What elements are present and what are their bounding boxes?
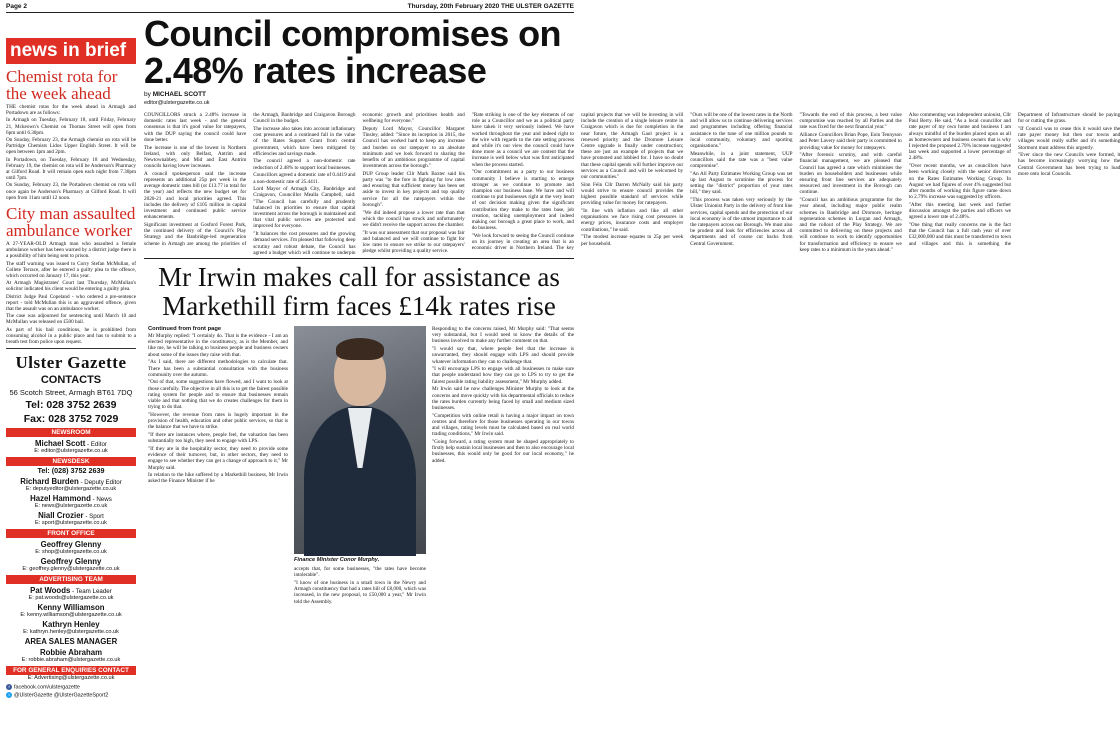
contact-section-title: FOR GENERAL ENQUIRIES CONTACT [6,666,136,675]
brief-headline: City man assaulted ambulance worker [6,204,136,241]
byline-email[interactable]: editor@ulstergazette.co.uk [144,99,210,106]
brief-paragraph: The staff warning was issued to Corry Stefan McMullan, of Collete Terrace, after he entered a guilty plea to the offence, which occurred on January 17, this year. [6,260,136,280]
contact-role: - News [90,496,112,504]
page-number: Page 2 [6,3,27,10]
lead-paragraph: "If Council was to cease this it would save the rate payer money but then our towns and villages would really suffer and it's something Stormont must address this urgently. [1018,125,1120,151]
contact-role: - Deputy Editor [78,479,122,487]
photo-hair-shape [336,338,384,360]
lead-paragraph: The increase is one of the lowest in Northern Ireland, with only Belfast, Antrim and Newtownabbey, and Mid and East Antrim councils having lower increases. [144,144,247,170]
contact-name [6,603,136,612]
contact-name-text: Robbie Abraham [39,648,103,658]
contact-name-text: AREA SALES MANAGER [24,637,118,647]
lead-paragraph: Meanwhile, in a joint statement, UUP councillors said the rate was a "best value compromise". [690,150,793,170]
brief-paragraph: In Portadown, on Tuesday, February 18 and Wednesday, February 19, the chemist on rota will be Anderson's Pharmacy at Gilford Road. It will remain open each night from 7.30pm until 7pm. [6,156,136,182]
brief-paragraph: At Armagh Magistrates' Court last Thursday, McMullan's solicitor indicated his client would be entering a guilty plea. [6,280,136,293]
lead-paragraph: "Our commitment as a party to our business community I believe is starting to emerge stronger as we continue to promote and champion our business base. We have and will continue to put businesses right at the very heart of our decision making given the significant contribution they make to the rates base, job creation, tackling unemployment and indeed making our borough a great place to work, and do business. [471,169,574,232]
byline-prefix: by [144,91,151,98]
masthead [6,353,136,425]
contact-email[interactable]: E: deputyeditor@ulstergazette.co.uk [25,486,117,493]
contact-name-text: Hazel Hammond [30,494,91,504]
paper-fax: Fax: 028 3752 7029 [23,413,119,426]
second-paragraph: "However, the revenue from rates is hugely important in the provision of health, education and other public services, so that is the balance that we have to strike. [148,411,288,431]
finance-minister-photo [294,326,426,554]
brief-paragraph: On Sunday, February 23, the Armagh chemist on rota will be Partridge Chemists Lidos Upper English Street. It will be open between 1pm and 2pm. [6,137,136,156]
lead-paragraph: "After this meeting last week and further discussion amongst the parties and officers we agreed a lower rate of 2.48%. [908,201,1011,221]
second-paragraph: Mr Murphy replied: "I certainly do. That is the evidence - I am an elected representative in the constituency, as is the Member, and like me, he will be talking to business people and business owners about some of the issues they raise with that. [148,333,288,358]
issue-date: Thursday, 20th February 2020 THE ULSTER GAZETTE [407,3,574,10]
second-paragraph: "If they are in the hospitality sector, they need to provide some evidence of their turnover, but, in other sectors, they need to engage to see whether they can get a change of approach to it," Mr Murphy said. [148,445,288,471]
second-paragraph: "Competition with online retail is having a major impact on town centres and therefore for those businesses operating in our towns and villages, rating levels must be calculated based on real world trading conditions," Mr Irwin said. [432,412,574,438]
second-story-col-b [294,566,426,733]
lead-paragraph: Sinn Féin Cllr Darren McNally said his party would strive to ensure council provides the highest possible standard of services while providing value for money for ratepayers. [581,181,684,207]
contact-name [6,637,136,646]
contacts-heading: CONTACTS [40,374,102,387]
contact-email[interactable]: E: Advertising@ulstergazette.co.uk [27,675,115,682]
brief-headline: Chemist rota for the week ahead [6,67,118,103]
lead-paragraph: The council agreed a non-domestic rate reduction of 2.48% to support local businesses. [253,158,356,171]
continued-label: Continued from front page [148,326,222,332]
lead-paragraph: "We look forward to seeing the Council continue on its journey in creating an area that is an economic driver in Northern Ireland. The key capital projects that we will be investing in will include the creation of a single leisure centre in Craigavon which is due for completion in the near future, the Armagh Gaol project is a renewed priority and the Dromore Leisure Centre upgrade is finally under construction; these are just an example of projects that we have promoted and lobbied for. I have no doubt that these capital spends will further improve our services as a Council and will be welcomed by our communities." [471,112,684,252]
brief-paragraph: THE chemist rotas for the week ahead in Armagh and Portadown are as follows: [6,104,136,117]
byline [144,91,236,107]
second-story-col-a [148,333,288,733]
contact-section-title: NEWSDESK [6,457,136,466]
lead-paragraph: "Rate striking is one of the key elements of our role as a Councillor and we as a political party have taken it very seriously indeed. We have worked throughout the year and indeed right to the wire with regards to the rate setting process and while it's our view the council could have done more as a council we are content that the increase is well below what was first anticipated when the process started. [471,112,574,168]
contact-name [6,648,136,657]
contact-name-text: Geoffrey Glenny [40,540,102,550]
divider [6,348,136,349]
brief-paragraph: District Judge Paul Copeland - who ordered a pre-sentence report - told McMullan this is an aggravated offence, given that the assault was on an ambulance worker. [6,293,136,313]
contact-name-text: Kenny Williamson [37,603,105,613]
news-in-brief-banner: news in brief [6,38,136,64]
lead-paragraph: "It was our assessment that our proposal was fair and balanced and we will continue to fight for low rates to ensure we strike to our ratepayers' pledge whilst providing a quality service. [362,229,465,255]
social-links [6,684,136,698]
second-paragraph: accepts that, for some businesses, "the rates have become intolerable". [294,566,426,579]
facebook-icon: f [6,684,12,690]
contact-name-text: Kathryn Henley [42,620,100,630]
lead-paragraph: "In line with inflation and like all other organisations we face rising cost pressures in energy prices, insurance costs and employer contributions," he said. [581,208,684,233]
contact-name-text: Michael Scott [35,439,86,449]
contact-email[interactable]: E: shop@ulstergazette.co.uk [35,549,107,556]
contact-role: - Team Leader [70,588,112,596]
twitter-link[interactable]: t @UlsterGazette @UlsterGazetteSport2 [6,692,136,698]
lead-paragraph: "Towards the end of this process, a best value compromise was reached by all Parties and the rate was fixed for the next financial year." [799,112,902,131]
second-story-col-c [432,326,574,733]
contact-email[interactable]: E: geoffrey.glenny@ulstergazette.co.uk [22,566,120,573]
contact-name-text: Niall Crozier [38,511,84,521]
lead-paragraph: "This process was taken very seriously by the Ulster Unionist Party in the delivery of front line services, capital spends and the protection of our local economy is of the utmost importance to all the ratepayers across our Borough. We must also be prudent and look for efficiencies across all departments and of course cut backs from Central Government. [690,197,793,247]
contact-name [6,620,136,629]
lead-paragraph: Deputy Lord Mayor, Councillor Margaret Tinsley, added: "Since its inception in 2015, the Council has worked hard to keep any increase and burden on our ratepayer to an absolute minimum and we look forward to sharing the benefits of an ambitious programme of capital investments across the borough." [362,125,465,170]
paper-logo: Ulster Gazette [15,353,127,373]
lead-paragraph: COUNCILLORS struck a 2.48% increase in domestic rates last week - and the general consensus is that it's good value for ratepayers, with the DUP saying the council could have done better. [144,112,247,143]
contact-name [6,511,136,520]
lead-paragraph: "The modest increase equates to 25p per week per household. [581,234,684,247]
contact-name [6,557,136,566]
lead-paragraph: "One thing that really concerns me is the fact that the Council has a full cash year of over £32,000,000 and this must be transferred to town and villages and this is something the Department of Infrastructure should be paying for or cutting the grass. [908,112,1120,247]
byline-name: MICHAEL SCOTT [152,91,207,98]
lead-paragraph: "We did indeed propose a lower rate than that which the council has struck and unfortunately we didn't receive the support across the chamber. [362,209,465,228]
contact-name [6,586,136,595]
contact-role: - Editor [85,441,107,449]
second-paragraph: Responding to the concerns raised, Mr Murphy said: "That seems very substantial, but I would need to know the details of the business involved to make any further comment on that. [432,326,574,345]
contact-name [6,540,136,549]
contact-email[interactable]: E: robbie.abraham@ulstergazette.co.uk [21,657,121,664]
second-paragraph: "Out of that, some suggestions have flowed, and I want to look at those carefully. The objective in all this is to get the fairest possible rating system for people and to ensure that businesses remain viable and that nothing that we do creates challenges for them in trying to do that. [148,379,288,411]
photo-caption: Finance Minister Conor Murphy. [294,557,380,563]
second-paragraph: "I know of one business in a small town in the Newry and Armagh constituency that had a rates bill of £8,000, which was increased, in the new proposal, to £50,000 a year," Mr Irwin told the Assembly. [294,579,426,605]
second-paragraph: "I would say that, where people feel that the increase is unwarranted, they should engage with LPS and should provide whatever information they can to challenge that. [432,346,574,365]
second-paragraph: "Going forward, a rating system must be shaped appropriately to firstly help sustain local businesses and then to also encourage local businesses, this would only be good for our local economy," he added. [432,438,574,464]
lead-paragraph: "Ever since the new Councils were formed, it has become increasingly worrying how the Central Government has been trying to load more onto local Councils. [1018,152,1120,177]
brief-paragraph: On Sunday, February 23, the Portadown chemist on rota will once again be Anderson's Pharmacy at Gilford Road. It will open from 11am until 12 noon. [6,182,136,201]
contact-email[interactable]: E: news@ulstergazette.co.uk [34,503,108,510]
facebook-link[interactable]: f facebook.com/ulstergazette [6,684,136,690]
lead-paragraph: "Council has an ambitious programme for the year ahead, including major public realm schemes in Banbridge and Dromore, heritage regeneration schemes in Lurgan and Armagh, and the rollout of the Play Strategy. We are committed to delivering on these projects and will continue to work to identify opportunities for transformation and efficiency to ensure we keep rates to a minimum in the years ahead." [799,197,902,253]
lead-paragraph: A council spokesperson said the increase represents an additional 25p per week in the average domestic rates bill (or £13.77 in total for the year) and reflects the new budget set for 2020-21 and local priorities agreed. This includes the delivery of £105 million in capital investment and continued public service enhancements. [144,170,247,221]
contact-name-text: Geoffrey Glenny [40,557,102,567]
lead-paragraph: Lord Mayor of Armagh City, Banbridge and Craigavon, Councillor Mealla Campbell, said: "The Council has carefully and prudently balanced its priorities to ensure that capital investment across the borough is maintained and that vital public services are protected and improved for everyone. [253,186,356,230]
lead-paragraph: Councillors agreed a domestic rate of 0.4419 and a non-domestic rate of 25.4411. [253,172,356,185]
contact-email[interactable]: E: editor@ulstergazette.co.uk [34,448,108,455]
twitter-icon: t [6,692,12,698]
paper-address: 56 Scotch Street, Armagh BT61 7DQ [9,388,133,398]
contact-email[interactable]: E: sport@ulstergazette.co.uk [35,520,107,527]
lead-paragraph: "It balances the cost pressures and the growing demand services. I'm pleased that following deep scrutiny and robust debate, the Council has agreed a budget which will continue to underpin economic growth and prioritises health and wellbeing for everyone." [253,112,465,256]
contact-name-text: Pat Woods [30,586,71,596]
brief-paragraph: A 27-YEAR-OLD Armagh man who assaulted a female ambulance worker has been warned by a district judge there is a possibility of him being sent to prison. [6,241,136,260]
second-paragraph: "If there are instances where, people feel, the valuation has been substantially too high, they need to engage with LPS. [148,432,288,445]
second-headline: Mr Irwin makes call for assistance as Markethill firm faces £14k rates rise [158,262,560,321]
lead-paragraph: "After forensic scrutiny, and with careful financial management, we are pleased that Council has agreed a rate which minimises the burden on householders and businesses while ensuring front line services are adequately resourced and investment in the Borough can continue. [799,152,902,196]
story-divider [144,258,574,259]
contact-sections [6,428,136,681]
brief-paragraph: In Armagh on Tuesday, February 18, until Friday, February 21, Mckeown's Chemist on Thomas Street will open from 6pm until 6.30pm. [6,117,136,136]
second-paragraph: Mr Irwin said he now challenges Minister Murphy to look at the concerns and move quickly with his departmental officials to reduce the rates burden currently being faced by small and medium sized businesses. [432,386,574,411]
lead-paragraph: "An All Party Estimates Working Group was set up last August to scrutinise the process for setting the "district" proportion of your rates bill," they said. [690,170,793,196]
lead-paragraph: The increase also takes into account inflationary cost pressures and a continued fall in the value of the Rates Support Grant from central government, which have been mitigated by efficiencies and savings made. [253,125,356,157]
dateline [6,3,574,12]
brief-items [6,68,136,345]
contact-section-title: ADVERTISING TEAM [6,575,136,584]
lead-paragraph: Alliance Councillors Brian Pope, Eoin Tennyson and Peter Lavery said their party is committed to providing value for money for ratepayers. [799,132,902,151]
lead-paragraph: "Ours will be one of the lowest rates in the North and will allow us to continue delivering services and programmes including offering financial assistance to the tune of one million pounds to local community, voluntary and sporting organisations." [690,112,793,150]
brief-paragraph: The case was adjourned for sentencing until March 10 and McMullan was released on £500 bail. [6,313,136,326]
left-column [6,38,136,733]
lead-paragraph: Significant investment at Gosford Forest Park, the continued delivery of the Council's Play Strategy and the Banbridge-led regeneration scheme in Armagh are among the priorities of the Armagh, Banbridge and Craigavon Borough Council in the budget. [144,112,356,247]
contact-name [6,439,136,448]
second-paragraph: In relation to the hike suffered by a Markethill business, Mr Irwin asked the Finance Minister if he [148,472,288,485]
contact-name [6,477,136,486]
lead-story-body [144,112,1120,256]
lead-paragraph: DUP Group leader Cllr Mark Baxter said his party was "to the fore in fighting for low rates and ensuring that sufficient money has been set aside to invest in key projects and top quality service for all the ratepayers within the borough". [362,170,465,208]
brief-paragraph: As part of his bail conditions, he is prohibited from consuming alcohol in a public place and has to submit to a breath test from police upon request. [6,326,136,346]
contact-role: - Sport [83,513,104,521]
paper-tel: Tel: 028 3752 2639 [25,399,117,412]
contact-name [6,494,136,503]
contact-section-title: FRONT OFFICE [6,529,136,538]
contact-section-title: NEWSROOM [6,428,136,437]
contact-email[interactable]: E: pat.woods@ulstergazette.co.uk [28,595,114,602]
second-paragraph: "As I said, there are different methodologies to calculate that. There has been a substantial consultation with the business community over the autumn. [148,359,288,378]
contact-email[interactable]: E: kenny.williamson@ulstergazette.co.uk [20,612,122,619]
lead-paragraph: Also commenting was independent unionist, Cllr Paul Berry. He said, "As a local councillor and rate payer of my own home and business I am always mindful of the burden placed upon us all as homeowners and business owners that is why I rejected the proposed 2.79% increase suggested last week and supported a lower percentage of 2.48%. [908,112,1011,162]
lead-paragraph: "Over recent months, we as councillors have been working closely with the senior directors on the Rates Estimates Working Group. In August we had figures of over 4% suggested but after months of working this figure came down to 2.79% increase was suggested by officers. [908,163,1011,201]
second-paragraph: "I will encourage LPS to engage with all businesses to make sure that people understand how they can go to LPS to try to get the fairest possible rating liability assessment," Mr Murphy added. [432,366,574,385]
contact-tel: Tel: (028) 3752 2639 [37,466,105,476]
contact-email[interactable]: E: kathryn.henley@ulstergazette.co.uk [23,629,119,636]
contact-name-text: Richard Burden [20,477,79,487]
lead-headline: Council compromises on 2.48% rates increase [144,13,561,91]
